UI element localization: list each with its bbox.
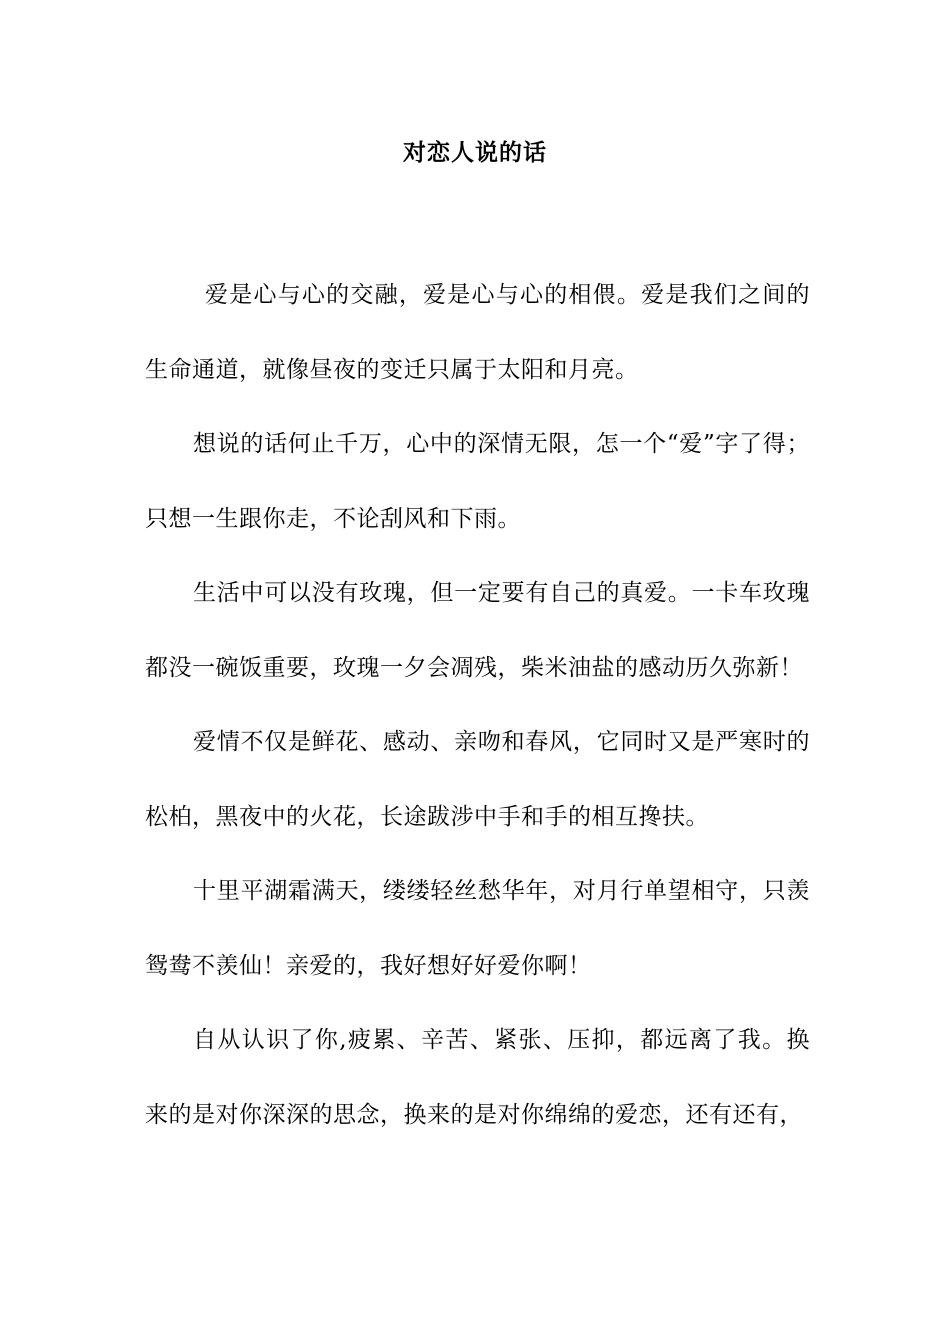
paragraph-3: 生活中可以没有玫瑰，但一定要有自己的真爱。一卡车玫瑰都没一碗饭重要，玫瑰一夕会凋残，柴米油盐的感动历久弥新！: [145, 580, 810, 681]
paragraph-2: 想说的话何止千万，心中的深情无限，怎一个“爱”字了得；只想一生跟你走，不论刮风和下雨。: [145, 431, 810, 532]
paragraph-1: 爱是心与心的交融，爱是心与心的相偎。爱是我们之间的生命通道，就像昼夜的变迁只属于太阳和月亮。: [145, 282, 810, 383]
document-title: 对恋人说的话: [403, 139, 547, 166]
document-body: [145, 258, 810, 1152]
paragraph-4: 爱情不仅是鲜花、感动、亲吻和春风，它同时又是严寒时的松柏，黑夜中的火花，长途跋涉中手和手的相互搀扶。: [145, 729, 810, 830]
paragraph-6: 自从认识了你,疲累、辛苦、紧张、压抑，都远离了我。换来的是对你深深的思念，换来的是对你绵绵的爱恋，还有还有，: [145, 1027, 810, 1128]
paragraph-5: 十里平湖霜满天，缕缕轻丝愁华年，对月行单望相守，只羡鸳鸯不羡仙！亲爱的，我好想好好爱你啊！: [145, 878, 810, 979]
